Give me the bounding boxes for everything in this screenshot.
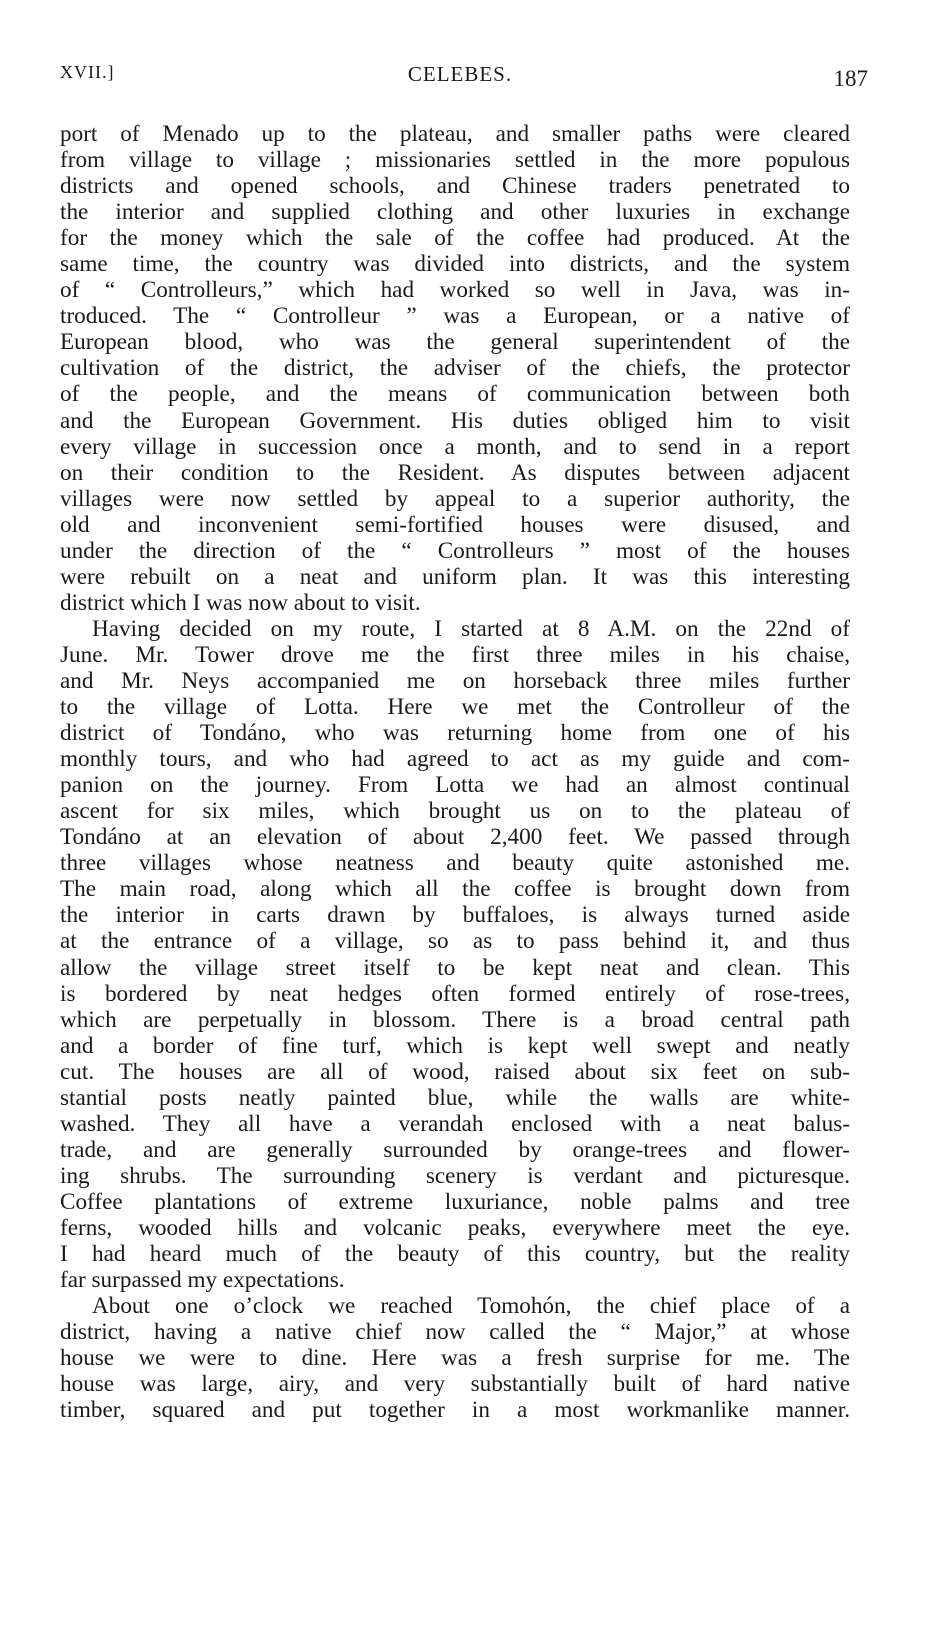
text-line: of the people, and the means of communication between both <box>60 381 850 408</box>
text-line: from village to village ; missionaries settled in the more populous <box>60 147 850 174</box>
text-line: every village in succession once a month, and to send in a report <box>60 433 850 460</box>
text-line: European blood, who was the general superintendent of the <box>60 329 850 356</box>
text-line: on their condition to the Resident. As disputes between adjacent <box>60 459 850 486</box>
text-line: Coffee plantations of extreme luxuriance, noble palms and tree <box>60 1188 850 1215</box>
paragraph-start-line: About one o’clock we reached Tomohón, the chief place of a <box>92 1293 850 1320</box>
text-line: old and inconvenient semi-fortified houses were disused, and <box>60 511 850 538</box>
text-line: for the money which the sale of the coffee had produced. At the <box>60 225 850 252</box>
text-line: district of Tondáno, who was returning home from one of his <box>60 720 850 747</box>
text-line: house we were to dine. Here was a fresh surprise for me. The <box>60 1345 850 1372</box>
text-line: timber, squared and put together in a most workmanlike manner. <box>60 1397 850 1424</box>
text-line: ferns, wooded hills and volcanic peaks, everywhere meet the eye. <box>60 1214 850 1241</box>
text-line: cultivation of the district, the adviser of the chiefs, the protector <box>60 355 850 382</box>
text-line: to the village of Lotta. Here we met the Controlleur of the <box>60 694 850 721</box>
text-line: stantial posts neatly painted blue, while the walls are white- <box>60 1084 850 1111</box>
text-line: villages were now settled by appeal to a superior authority, the <box>60 485 850 512</box>
paragraph-end-line: far surpassed my expectations. <box>60 1267 345 1294</box>
text-line: monthly tours, and who had agreed to act as my guide and com- <box>60 746 850 773</box>
text-line: house was large, airy, and very substantially built of hard native <box>60 1371 850 1398</box>
text-line: the interior and supplied clothing and other luxuries in exchange <box>60 199 850 226</box>
text-line: and a border of fine turf, which is kept well swept and neatly <box>60 1032 850 1059</box>
text-line: cut. The houses are all of wood, raised about six feet on sub- <box>60 1058 850 1085</box>
text-line: trade, and are generally surrounded by orange-trees and flower- <box>60 1136 850 1163</box>
text-line: same time, the country was divided into districts, and the system <box>60 251 850 278</box>
text-line: The main road, along which all the coffee is brought down from <box>60 876 850 903</box>
paragraph-end-line: district which I was now about to visit. <box>60 589 421 616</box>
chapter-number: XVII.] <box>60 62 115 82</box>
body-text <box>60 121 850 1423</box>
text-line: troduced. The “ Controlleur ” was a European, or a native of <box>60 303 850 330</box>
text-line: panion on the journey. From Lotta we had an almost continual <box>60 772 850 799</box>
text-line: port of Menado up to the plateau, and smaller paths were cleared <box>60 121 850 147</box>
text-line: June. Mr. Tower drove me the first three miles in his chaise, <box>60 641 850 668</box>
text-line: three villages whose neatness and beauty quite astonished me. <box>60 850 850 877</box>
text-line: the interior in carts drawn by buffaloes, is always turned aside <box>60 902 850 929</box>
text-line: under the direction of the “ Controlleurs ” most of the houses <box>60 537 850 564</box>
text-line: ing shrubs. The surrounding scenery is verdant and picturesque. <box>60 1162 850 1189</box>
page-number: 187 <box>833 66 868 91</box>
text-line: of “ Controlleurs,” which had worked so well in Java, was in- <box>60 277 850 304</box>
text-line: which are perpetually in blossom. There is a broad central path <box>60 1006 850 1033</box>
text-line: Tondáno at an elevation of about 2,400 feet. We passed through <box>60 824 850 851</box>
page-header <box>60 54 868 91</box>
text-line: and Mr. Neys accompanied me on horseback three miles further <box>60 667 850 694</box>
text-line: ascent for six miles, which brought us on to the plateau of <box>60 798 850 825</box>
paragraph-start-line: Having decided on my route, I started at 8 A.M. on the 22nd of <box>92 615 850 642</box>
text-line: at the entrance of a village, so as to pass behind it, and thus <box>60 928 850 955</box>
text-line: and the European Government. His duties obliged him to visit <box>60 407 850 434</box>
text-line: I had heard much of the beauty of this country, but the reality <box>60 1241 850 1268</box>
text-line: district, having a native chief now called the “ Major,” at whose <box>60 1319 850 1346</box>
text-line: is bordered by neat hedges often formed entirely of rose-trees, <box>60 980 850 1007</box>
text-line: were rebuilt on a neat and uniform plan. It was this interesting <box>60 563 850 590</box>
text-line: districts and opened schools, and Chinese traders penetrated to <box>60 173 850 200</box>
text-line: washed. They all have a verandah enclosed with a neat balus- <box>60 1110 850 1137</box>
text-line: allow the village street itself to be kept neat and clean. This <box>60 954 850 981</box>
running-title: CELEBES. <box>407 62 513 86</box>
